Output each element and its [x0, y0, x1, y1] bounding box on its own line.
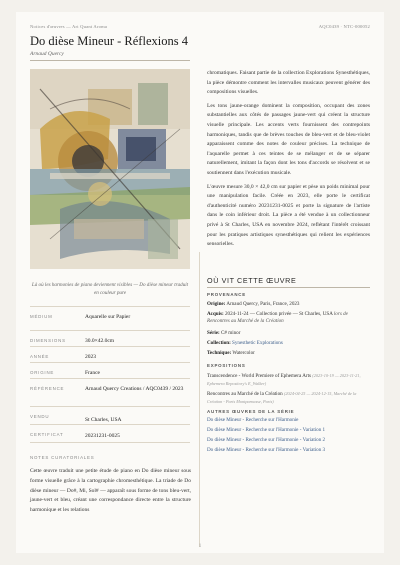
spec-label: ANNÉE: [30, 354, 50, 359]
exhibition-name: Transcendence - World Premiere of Ephemera Arts: [207, 373, 311, 379]
spec-label: MÉDIUM: [30, 314, 53, 319]
spec-row-year: [30, 346, 190, 363]
exhibition-item: [207, 390, 370, 407]
acquired-note: lors de Rencontres au Marché de la Création: [207, 311, 348, 325]
provenance-collection: [207, 340, 370, 347]
exhibition-dates: (2023-10-19 — 2023-11-21,: [312, 373, 361, 378]
spec-value: 20231231-0025: [85, 433, 120, 439]
description-paragraph: chromatiques. Faisant partie de la collection Explorations Synesthétiques, la pièce démontre comment les intervalles musicaux peuvent générer des compositions visuelles.: [207, 70, 370, 96]
spec-label: DIMENSIONS: [30, 338, 66, 343]
notes-heading: NOTES CURATORIALES: [30, 455, 95, 460]
series-heading: AUTRES ŒUVRES DE LA SÉRIE: [207, 409, 295, 414]
provenance-heading: PROVENANCE: [207, 292, 246, 297]
spec-divider: [30, 442, 190, 443]
series-value: C# minor: [221, 330, 241, 336]
acquired-value: 2024-11-24 — Collection privée — St Charles, USA: [224, 311, 333, 317]
section-divider: [207, 287, 370, 288]
exhibition-item: [207, 372, 370, 389]
artist-name: Arnaud Quercy: [30, 51, 64, 57]
collection-link[interactable]: Synesthetic Explorations: [232, 340, 283, 346]
series-label: Série:: [207, 330, 220, 336]
description-paragraph: L'œuvre mesure 30,0 × 42,0 cm sur papier et pèse un poids minimal pour une manipulation facile. Créée en 2023, elle porte le certificat d'authenticité numéro 20231231-0025 et porte la signature de l'artiste dans le coin inférieur droit. La pièce a été vendue à un collectionneur privé à St Charles, USA en novembre 2024, reflétant l'intérêt croissant pour les pratiques artistiques synesthétiques qui relient les expériences sensorielles.: [207, 183, 370, 248]
spec-label: ORIGINE: [30, 370, 55, 375]
header-left: Notices d'œuvres — Art Quant Aroma: [30, 24, 108, 29]
curatorial-notes: Cette œuvre traduit une petite étude de piano en Do dièse mineur sous forme visuelle grâce à la cartographie chromesthétique. La triade de Do dièse mineur — Do#, Mi, Sol# — apparaît sous forme de tons bleu-vert, jaune-vert et bleu, créant une correspondance directe entre la structure harmonique et les relations: [30, 468, 191, 514]
series-link[interactable]: Do dièse Mineur - Recherche sur l'Harmonie - Variation 3: [207, 447, 326, 453]
exhibition-place: Ephemera Repository's E_Walker): [207, 381, 267, 387]
exhibitions-heading: EXPOSITIONS: [207, 363, 246, 368]
document-page: [16, 12, 384, 553]
series-link[interactable]: Do dièse Mineur - Recherche sur l'Harmonie: [207, 417, 299, 423]
provenance-series: [207, 330, 370, 337]
origin-value: Arnaud Quercy, Paris, France, 2023: [226, 301, 300, 307]
artwork-title: Do dièse Mineur - Réflexions 4: [30, 34, 188, 48]
acquired-label: Acquis:: [207, 311, 224, 317]
origin-label: Origine:: [207, 301, 226, 307]
artwork-caption: Là où les harmonies de piano deviennent visibles — Do dièse mineur traduit en couleur pure: [31, 282, 189, 296]
collection-label: Collection:: [207, 340, 231, 346]
spec-value: Aquarelle sur Papier: [85, 314, 131, 320]
spec-label: RÉFÉRENCE: [30, 386, 65, 391]
spec-row-origin: [30, 362, 190, 379]
spec-value: France: [85, 370, 100, 376]
description-column: [207, 69, 370, 250]
series-link[interactable]: Do dièse Mineur - Recherche sur l'Harmonie - Variation 1: [207, 427, 326, 433]
spec-value: 2023: [85, 354, 96, 360]
spec-label: CERTIFICAT: [30, 432, 64, 437]
spec-value: Arnaud Quercy Creations / AQC0439 / 2023: [85, 386, 184, 392]
technique-value: Watercolor: [232, 350, 255, 356]
exhibition-name: Rencontres au Marché de la Création: [207, 391, 283, 397]
exhibition-place: Création - Paris Montparnasse, Paris): [207, 399, 274, 405]
column-divider: [199, 252, 200, 547]
section-title: OÙ VIT CETTE ŒUVRE: [207, 276, 297, 285]
artwork-image: [30, 69, 190, 269]
spec-row-dimensions: [30, 330, 190, 347]
exhibition-dates: (2024-04-25 — 2024-12-15, Marché de la: [283, 391, 357, 396]
spec-label: VENDU: [30, 414, 50, 419]
spec-row-reference: [30, 378, 190, 407]
technique-label: Technique:: [207, 350, 232, 356]
series-link[interactable]: Do dièse Mineur - Recherche sur l'Harmonie - Variation 2: [207, 437, 326, 443]
spec-value: 30.0×42.0cm: [85, 338, 115, 344]
provenance-technique: [207, 350, 370, 357]
title-divider: [30, 60, 190, 61]
spec-value: St Charles, USA: [85, 417, 122, 423]
spec-row-certificate: [30, 424, 190, 443]
page-number: 1: [198, 544, 202, 549]
description-paragraph: Les tons jaune-orange dominent la composition, occupant des zones substantielles aux côtés de passages jaune-vert qui créent la structure visuelle principale. Les accents verts fournissent des contrepoints harmoniques, tandis que de brèves touches de bleu-vert et de bleu-violet apparaissent comme des notes de couleur précises. La technique de l'aquarelle permet à ces teintes de se mélanger et de se séparer naturellement, imitant la façon dont les tons d'accords se résolvent et se soutiennent dans l'exécution musicale.: [207, 102, 370, 176]
provenance-acquired: [207, 311, 370, 326]
spec-row-medium: [30, 306, 190, 331]
header-right: AQC0439 · NTC-000052: [318, 24, 370, 29]
spec-row-sold: [30, 406, 190, 425]
provenance-origin: [207, 301, 370, 308]
